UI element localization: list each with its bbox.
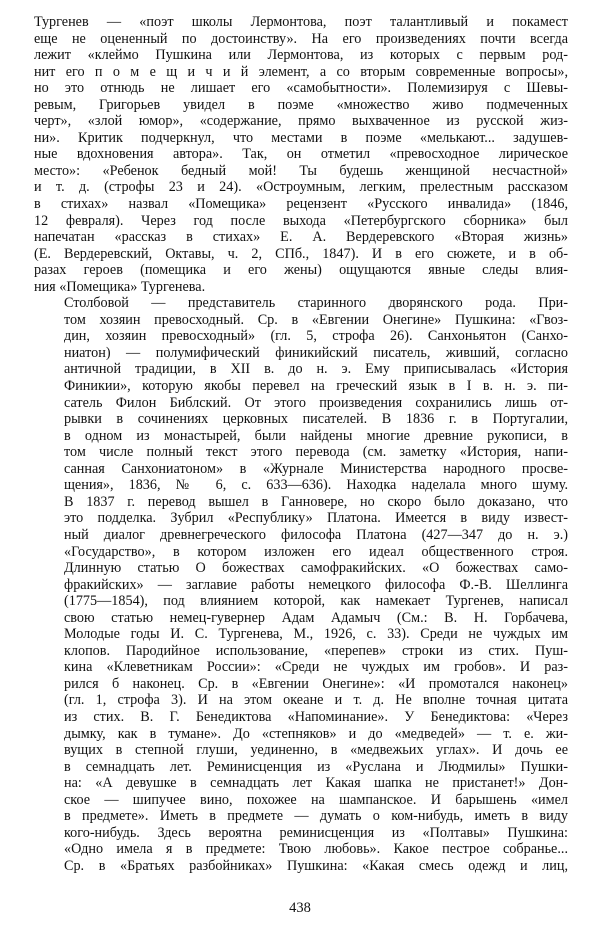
text-line: том числе полный текст этого перевода (см. заметку «История, напи- xyxy=(64,444,568,461)
text-line: кого-нибудь. Здесь вероятна реминисценция из «Полтавы» Пушкина: xyxy=(64,824,568,841)
text-line: в семнадцать лет. Реминисценция из «Руслана и Людмилы» Пушки- xyxy=(64,758,568,775)
text-line: античной традиции, в XII в. до н. э. Ему приписывалась «История xyxy=(64,361,568,378)
text-line: «Одно имела я в предмете: Твою любовь». Какое пестрое собранье... xyxy=(64,841,568,858)
text-line: ревым, Григорьев увидел в поэме «множество живо подмеченных xyxy=(34,96,568,113)
text-line: ниатон) — полумифический финикийский писатель, живший, согласно xyxy=(64,344,568,361)
text-line: еще не оцененный по достоинству». На его произведениях почти всегда xyxy=(34,30,568,47)
text-line: Молодые годы И. С. Тургенева, М., 1926, с. 33). Среди не чуждых им xyxy=(64,626,568,643)
text-line: черт», «злой юмор», «содержание, прямо выхваченное из русской жиз- xyxy=(34,113,568,130)
text-line: «Государство», в котором изложен его идеал общественного строя. xyxy=(64,543,568,560)
text-line: вущих в степной глуши, уединенно, в «медвежьих углах». И дочь ее xyxy=(64,742,568,759)
text-line: Длинную статью О божествах самофракийских. «О божествах само- xyxy=(64,560,568,577)
text-line: место»: «Ребенок бедный мой! Ты будешь женщиной несчастной» xyxy=(34,162,568,179)
text-line: клопов. Пародийное использование, «перепев» строки из стих. Пуш- xyxy=(64,642,568,659)
text-line: рывки в сочинениях церковных писателей. В 1836 г. в Португалии, xyxy=(64,411,568,428)
text-line: нит его п о м е щ и ч и й элемент, а со вторым современные вопросы», xyxy=(34,63,568,80)
text-line: это подделка. Зубрил «Республику» Платона. Имеется в виду извест- xyxy=(64,510,568,527)
text-line: напечатан «рассказ в стихах» Е. А. Вердеревского «Вторая жизнь» xyxy=(34,229,568,246)
text-line: ния «Помещика» Тургенева. xyxy=(34,278,206,295)
text-line: и т. д. (строфы 23 и 24). «Остроумным, легким, прелестным рассказом xyxy=(34,179,568,196)
text-line: Тургенев — «поэт школы Лермонтова, поэт талантливый и покамест xyxy=(34,14,568,30)
text-line: дымку, как в тумане». До «степняков» и до «медведей» — т. е. жи- xyxy=(64,725,568,742)
paragraph-1 xyxy=(34,14,568,295)
text-line: Ср. в «Братьях разбойниках» Пушкина: «Какая смесь одежд и лиц, xyxy=(64,857,568,874)
text-line: (1775—1854), под влиянием которой, как намекает Тургенев, написал xyxy=(64,593,568,610)
text-line: том хозяин превосходный. Ср. в «Евгении Онегине» Пушкина: «Гвоз- xyxy=(64,311,568,328)
text-line: ни». Критик подчеркнул, что местами в поэме «мелькают... задушев- xyxy=(34,129,568,146)
text-line: (гл. 1, строфа 3). И на этом океане и т. д. Не вполне точная цитата xyxy=(64,692,568,709)
text-line: фракийских» — заглавие работы немецкого философа Ф.-В. Шеллинга xyxy=(64,576,568,593)
commentary-text xyxy=(34,14,568,874)
text-line: санная Санхониатоном» в «Журнале Министерства народного просве- xyxy=(64,460,568,477)
text-line: разах героев (помещика и его жены) ощущаются явные следы влия- xyxy=(34,262,568,279)
text-line: Столбовой — представитель старинного дворянского рода. При- xyxy=(64,295,568,312)
paragraph-2 xyxy=(34,295,568,874)
text-line: В 1837 г. перевод вышел в Ганновере, но скоро было доказано, что xyxy=(64,493,568,510)
text-line: из стих. В. Г. Бенедиктова «Напоминание». У Бенедиктова: «Через xyxy=(64,708,568,725)
text-line: на: «А девушке в семнадцать лет Какая шапка не пристанет!» Дон- xyxy=(64,775,568,792)
text-line: Финикии», которую якобы перевел на греческий язык в I в. н. э. пи- xyxy=(64,378,568,395)
text-line: рился б наконец. Ср. в «Евгении Онегине»: «И промотался наконец» xyxy=(64,675,568,692)
text-line: в одном из монастырей, были найдены многие древние рукописи, в xyxy=(64,427,568,444)
page-number: 438 xyxy=(289,900,311,916)
text-line: кина «Клеветникам России»: «Среди не чуждых им гробов». И раз- xyxy=(64,659,568,676)
text-line: щения», 1836, № 6, с. 633—636). Находка наделала много шуму. xyxy=(64,477,568,494)
text-line: ные вдохновения автора». Так, он отметил «превосходное лирическое xyxy=(34,146,568,163)
text-line: сатель Филон Библский. От этого произведения сохранились лишь от- xyxy=(64,394,568,411)
text-line: в предмете». Иметь в предмете — думать о ком-нибудь, иметь в виду xyxy=(64,808,568,825)
text-line: 12 февраля). Через год после выхода «Петербургского сборника» был xyxy=(34,212,568,229)
text-line: свою статью немец-гувернер Адам Адамыч (См.: В. Н. Горбачева, xyxy=(64,609,568,626)
text-line: (Е. Вердеревский, Октавы, ч. 2, СПб., 1847). И в его сюжете, и в об- xyxy=(34,245,568,262)
text-line: дин, хозяин превосходный» (гл. 5, строфа 26). Санхоньятон (Санхо- xyxy=(64,328,568,345)
text-line: но это отнюдь не лишает его «самобытности». Полемизируя с Шевы- xyxy=(34,80,568,97)
text-line: ское — шипучее вино, похожее на шампанское. И барышень «имел xyxy=(64,791,568,808)
text-line: в стихах» назвал «Помещика» рецензент «Русского инвалида» (1846, xyxy=(34,196,568,213)
text-line: ный диалог древнегреческого философа Платона (427—347 до н. э.) xyxy=(64,526,568,543)
text-line: лежит «клеймо Пушкина или Лермонтова, из которых с первым род- xyxy=(34,47,568,64)
